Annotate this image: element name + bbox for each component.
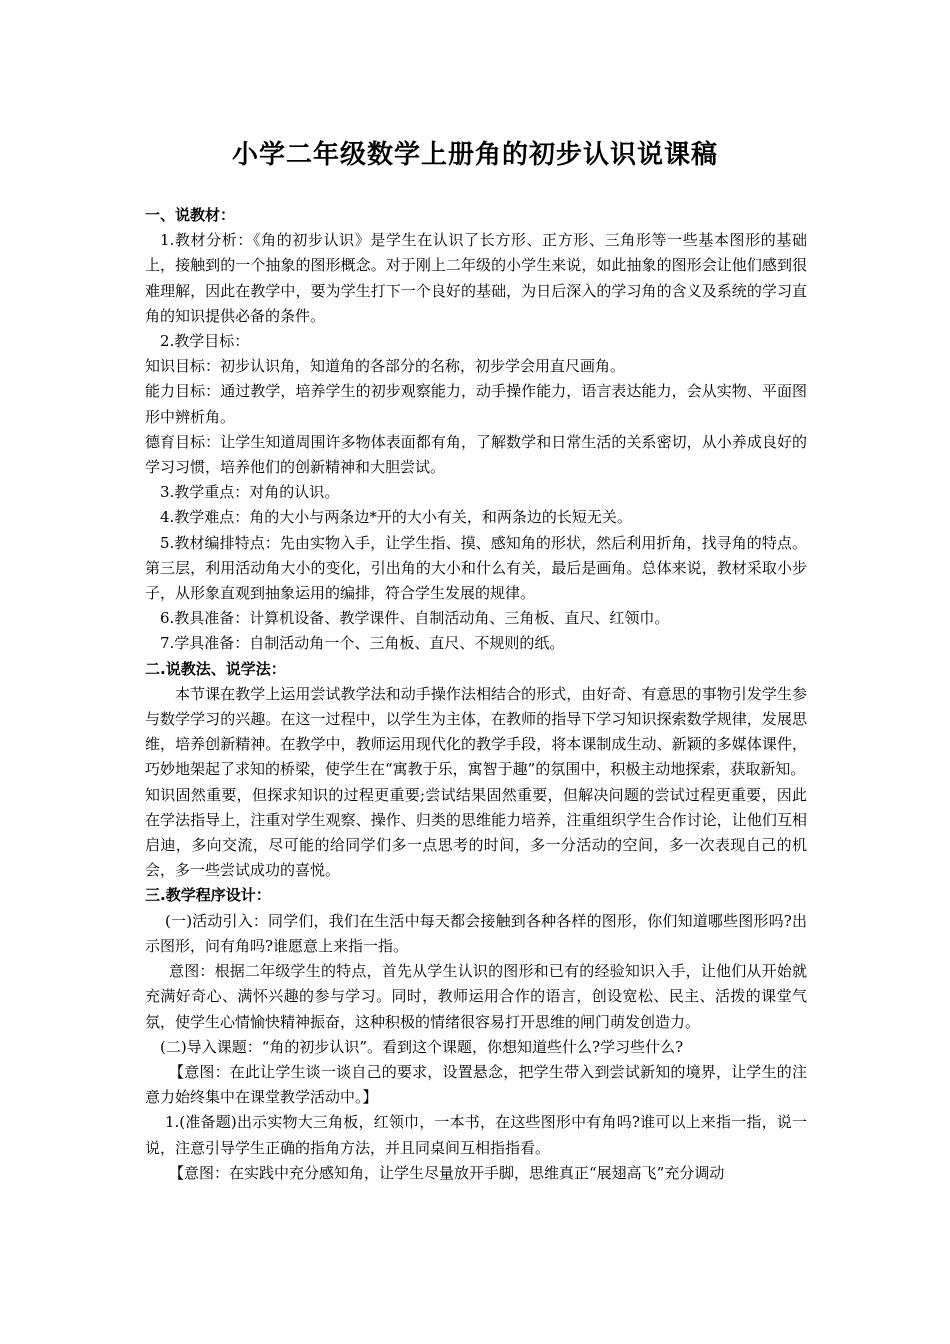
paragraph: 2.教学目标： [160, 332, 250, 351]
paragraph: 【意图：在实践中充分感知角，让学生尽量放开手脚，思维真正“展翅高飞”充分调动 [169, 1163, 725, 1182]
section-heading: 二.说教法、说学法： [145, 659, 286, 678]
paragraph: 知识固然重要，但探求知识的过程更重要;尝试结果固然重要，但解决问题的尝试过程更重要，因此在学法指导上，注重对学生观察、操作、归类的思维能力培养，注重组织学生合作讨论，让他们互相启迪，多向交流，尽可能的给同学们多一点思考的时间，多一分活动的空间，多一次表现自己的机会，多一些尝试成功的喜悦。 [145, 785, 807, 880]
paragraph: 本节课在教学上运用尝试教学法和动手操作法相结合的形式，由好奇、有意思的事物引发学生参与数学学习的兴趣。在这一过程中，以学生为主体，在教师的指导下学习知识探索数学规律，发展思维，培养创新精神。在教学中，教师运用现代化的教学手段，将本课制成生动、新颖的多媒体课件，巧妙地架起了求知的桥梁，使学生在“寓教于乐，寓智于趣”的氛围中，积极主动地探索，获取新知。 [145, 684, 807, 779]
paragraph: 德育目标：让学生知道周围许多物体表面都有角，了解数学和日常生活的关系密切，从小养成良好的学习习惯，培养他们的创新精神和大胆尝试。 [145, 432, 807, 477]
paragraph: 6.教具准备：计算机设备、教学课件、自制活动角、三角板、直尺、红领巾。 [160, 609, 670, 628]
paragraph: (二)导入课题：“角的初步认识”。看到这个课题，你想知道些什么?学习些什么? [160, 1037, 684, 1056]
paragraph: 1.(准备题)出示实物大三角板，红领巾，一本书，在这些图形中有角吗?谁可以上来指一指，说一说，注意引导学生正确的指角方法，并且同桌间互相指指看。 [145, 1113, 807, 1157]
section-heading: 三.教学程序设计： [145, 886, 271, 905]
paragraph: 意图：根据二年级学生的特点，首先从学生认识的图形和已有的经验知识入手，让他们从开始就充满好奇心、满怀兴趣的参与学习。同时，教师运用合作的语言，创设宽松、民主、活拨的课堂气氛，使学生心情愉快精神振奋，这种积极的情绪很容易打开思维的闸门萌发创造力。 [145, 962, 807, 1031]
paragraph: 5.教材编排特点：先由实物入手，让学生指、摸、感知角的形状，然后利用折角，找寻角的特点。第三层，利用活动角大小的变化，引出角的大小和什么有关，最后是画角。总体来说，教材采取小步子，从形象直观到抽象运用的编排，符合学生发展的规律。 [145, 533, 807, 603]
paragraph: 【意图：在此让学生谈一谈自己的要求，设置悬念，把学生带入到尝试新知的境界，让学生的注意力始终集中在课堂教学活动中。】 [145, 1062, 807, 1107]
paragraph: 7.学具准备：自制活动角一个、三角板、直尺、不规则的纸。 [160, 634, 565, 653]
paragraph: 能力目标：通过教学，培养学生的初步观察能力，动手操作能力，语言表达能力，会从实物、平面图形中辨析角。 [145, 382, 807, 426]
paragraph: 3.教学重点：对角的认识。 [160, 483, 340, 502]
paragraph: 知识目标：初步认识角，知道角的各部分的名称，初步学会用直尺画角。 [145, 357, 626, 376]
paragraph: 1.教材分析：《角的初步认识》是学生在认识了长方形、正方形、三角形等一些基本图形的基础上，接触到的一个抽象的图形概念。对于刚上二年级的小学生来说，如此抽象的图形会让他们感到很难理解，因此在教学中，要为学生打下一个良好的基础，为日后深入的学习角的含义及系统的学习直角的知识提供必备的条件。 [145, 231, 807, 325]
paragraph: 4.教学难点：角的大小与两条边*开的大小有关，和两条边的长短无关。 [160, 508, 632, 527]
page-title: 小学二年级数学上册角的初步认识说课稿 [231, 140, 718, 170]
document-body [145, 203, 807, 1186]
paragraph: (一)活动引入：同学们，我们在生活中每天都会接触到各种各样的图形，你们知道哪些图形吗?出示图形，问有角吗?谁愿意上来指一指。 [145, 911, 807, 955]
section-heading: 一、说教材： [145, 206, 236, 224]
